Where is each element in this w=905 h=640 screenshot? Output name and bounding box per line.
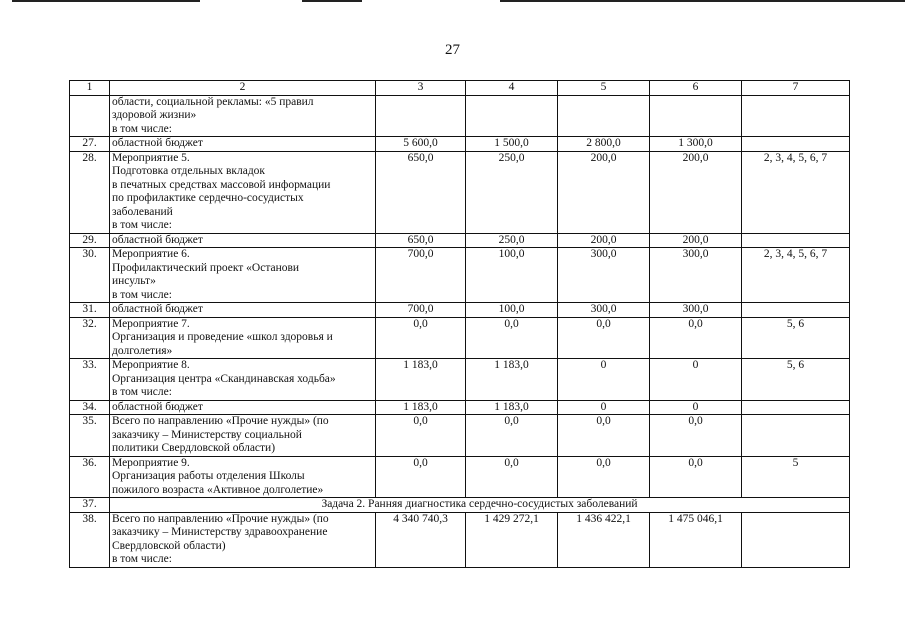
top-rule-left (12, 0, 200, 2)
description-line: Организация работы отделения Школы (112, 470, 305, 482)
table-row (70, 456, 850, 498)
row-description (110, 95, 376, 137)
value-cell-c5: 300,0 (558, 248, 650, 303)
description-line: Профилактический проект «Останови (112, 261, 300, 274)
row-number: 32. (70, 317, 110, 359)
value-cell-c3: 0,0 (376, 317, 466, 359)
column-header: 5 (558, 81, 650, 96)
table-header-row (70, 81, 850, 96)
value-cell-c7: 2, 3, 4, 5, 6, 7 (742, 248, 850, 303)
description-line: Мероприятие 5. (112, 151, 190, 164)
column-header: 3 (376, 81, 466, 96)
description-line: пожилого возраста «Активное долголетие» (112, 483, 324, 496)
value-cell-c7: 5, 6 (742, 359, 850, 401)
table-row (70, 137, 850, 152)
description-line: Всего по направлению «Прочие нужды» (по (112, 512, 329, 525)
value-cell-c7: 5 (742, 456, 850, 498)
row-number: 30. (70, 248, 110, 303)
value-cell-c4: 100,0 (466, 303, 558, 318)
value-cell-c6: 300,0 (650, 303, 742, 318)
value-cell-c7 (742, 233, 850, 248)
value-cell-c5: 200,0 (558, 233, 650, 248)
description-line: долголетия» (112, 344, 173, 357)
row-description (110, 415, 376, 457)
row-number: 29. (70, 233, 110, 248)
column-header: 4 (466, 81, 558, 96)
value-cell-c7 (742, 95, 850, 137)
value-cell-c3: 700,0 (376, 303, 466, 318)
value-cell-c5: 300,0 (558, 303, 650, 318)
row-description (110, 233, 376, 248)
description-line: Всего по направлению «Прочие нужды» (по (112, 415, 329, 427)
description-line: заказчику – Министерству социальной (112, 428, 302, 441)
description-line: области, социальной рекламы: «5 правил (112, 95, 314, 108)
value-cell-c7: 5, 6 (742, 317, 850, 359)
row-description (110, 137, 376, 152)
value-cell-c6: 1 475 046,1 (650, 512, 742, 567)
value-cell-c3: 650,0 (376, 233, 466, 248)
task-heading: Задача 2. Ранняя диагностика сердечно-сосудистых заболеваний (110, 498, 850, 513)
value-cell-c4: 100,0 (466, 248, 558, 303)
value-cell-c3: 1 183,0 (376, 400, 466, 415)
row-number: 36. (70, 456, 110, 498)
value-cell-c4: 250,0 (466, 233, 558, 248)
value-cell-c5: 0 (558, 400, 650, 415)
value-cell-c7 (742, 137, 850, 152)
value-cell-c5: 2 800,0 (558, 137, 650, 152)
value-cell-c6: 0 (650, 359, 742, 401)
table-row (70, 233, 850, 248)
value-cell-c3: 0,0 (376, 415, 466, 457)
description-line: заболеваний (112, 205, 173, 218)
value-cell-c3: 1 183,0 (376, 359, 466, 401)
value-cell-c6 (650, 95, 742, 137)
description-line: областной бюджет (112, 400, 203, 413)
value-cell-c3: 4 340 740,3 (376, 512, 466, 567)
value-cell-c5: 0,0 (558, 317, 650, 359)
row-number: 31. (70, 303, 110, 318)
budget-table (69, 80, 850, 568)
row-number: 38. (70, 512, 110, 567)
value-cell-c3: 0,0 (376, 456, 466, 498)
value-cell-c7: 2, 3, 4, 5, 6, 7 (742, 151, 850, 233)
description-line: областной бюджет (112, 137, 203, 149)
value-cell-c6: 0 (650, 400, 742, 415)
row-number: 35. (70, 415, 110, 457)
top-rule-mid (302, 0, 362, 2)
description-line: в том числе: (112, 219, 172, 231)
row-description (110, 359, 376, 401)
table-row (70, 248, 850, 303)
value-cell-c4: 1 183,0 (466, 359, 558, 401)
value-cell-c4 (466, 95, 558, 137)
description-line: областной бюджет (112, 303, 203, 315)
value-cell-c5: 1 436 422,1 (558, 512, 650, 567)
table-row (70, 512, 850, 567)
value-cell-c6: 0,0 (650, 415, 742, 457)
column-header: 6 (650, 81, 742, 96)
value-cell-c7 (742, 303, 850, 318)
description-line: в печатных средствах массовой информации (112, 178, 331, 191)
description-line: в том числе: (112, 553, 172, 565)
table-row (70, 151, 850, 233)
description-line: по профилактике сердечно-сосудистых (112, 192, 304, 204)
description-line: Мероприятие 8. (112, 359, 190, 371)
description-line: здоровой жизни» (112, 109, 197, 121)
value-cell-c4: 0,0 (466, 317, 558, 359)
value-cell-c6: 0,0 (650, 456, 742, 498)
table-row (70, 415, 850, 457)
top-rule-right (500, 0, 905, 2)
value-cell-c4: 1 500,0 (466, 137, 558, 152)
description-line: инсульт» (112, 275, 156, 287)
row-number: 28. (70, 151, 110, 233)
description-line: в том числе: (112, 122, 172, 135)
value-cell-c6: 200,0 (650, 151, 742, 233)
value-cell-c5 (558, 95, 650, 137)
description-line: Организация и проведение «школ здоровья и (112, 331, 333, 343)
row-number: 27. (70, 137, 110, 152)
table-row (70, 95, 850, 137)
value-cell-c7 (742, 415, 850, 457)
column-header: 1 (70, 81, 110, 96)
column-header: 7 (742, 81, 850, 96)
value-cell-c5: 0 (558, 359, 650, 401)
row-number (70, 95, 110, 137)
page-number: 27 (445, 42, 460, 58)
row-description (110, 303, 376, 318)
row-description (110, 456, 376, 498)
row-number: 37. (70, 498, 110, 513)
row-description (110, 512, 376, 567)
description-line: Свердловской области) (112, 539, 226, 552)
description-line: Мероприятие 7. (112, 317, 190, 330)
table-row (70, 400, 850, 415)
table-row (70, 303, 850, 318)
value-cell-c4: 0,0 (466, 456, 558, 498)
value-cell-c3 (376, 95, 466, 137)
description-line: заказчику – Министерству здравоохранение (112, 526, 328, 538)
table-row (70, 317, 850, 359)
value-cell-c4: 250,0 (466, 151, 558, 233)
description-line: в том числе: (112, 288, 172, 301)
value-cell-c5: 0,0 (558, 456, 650, 498)
value-cell-c6: 0,0 (650, 317, 742, 359)
row-number: 34. (70, 400, 110, 415)
value-cell-c7 (742, 400, 850, 415)
value-cell-c4: 1 183,0 (466, 400, 558, 415)
value-cell-c6: 300,0 (650, 248, 742, 303)
value-cell-c4: 0,0 (466, 415, 558, 457)
value-cell-c5: 200,0 (558, 151, 650, 233)
row-description (110, 400, 376, 415)
description-line: Подготовка отдельных вкладок (112, 165, 266, 177)
table-row (70, 359, 850, 401)
row-description (110, 248, 376, 303)
value-cell-c7 (742, 512, 850, 567)
description-line: в том числе: (112, 386, 172, 398)
description-line: Организация центра «Скандинавская ходьба» (112, 372, 336, 385)
row-description (110, 317, 376, 359)
description-line: Мероприятие 9. (112, 456, 190, 469)
value-cell-c3: 700,0 (376, 248, 466, 303)
column-header: 2 (110, 81, 376, 96)
value-cell-c5: 0,0 (558, 415, 650, 457)
row-description (110, 151, 376, 233)
value-cell-c6: 1 300,0 (650, 137, 742, 152)
row-number: 33. (70, 359, 110, 401)
value-cell-c3: 650,0 (376, 151, 466, 233)
value-cell-c4: 1 429 272,1 (466, 512, 558, 567)
description-line: Мероприятие 6. (112, 248, 190, 260)
description-line: областной бюджет (112, 233, 203, 246)
task-row (70, 498, 850, 513)
value-cell-c3: 5 600,0 (376, 137, 466, 152)
description-line: политики Свердловской области) (112, 442, 276, 454)
value-cell-c6: 200,0 (650, 233, 742, 248)
